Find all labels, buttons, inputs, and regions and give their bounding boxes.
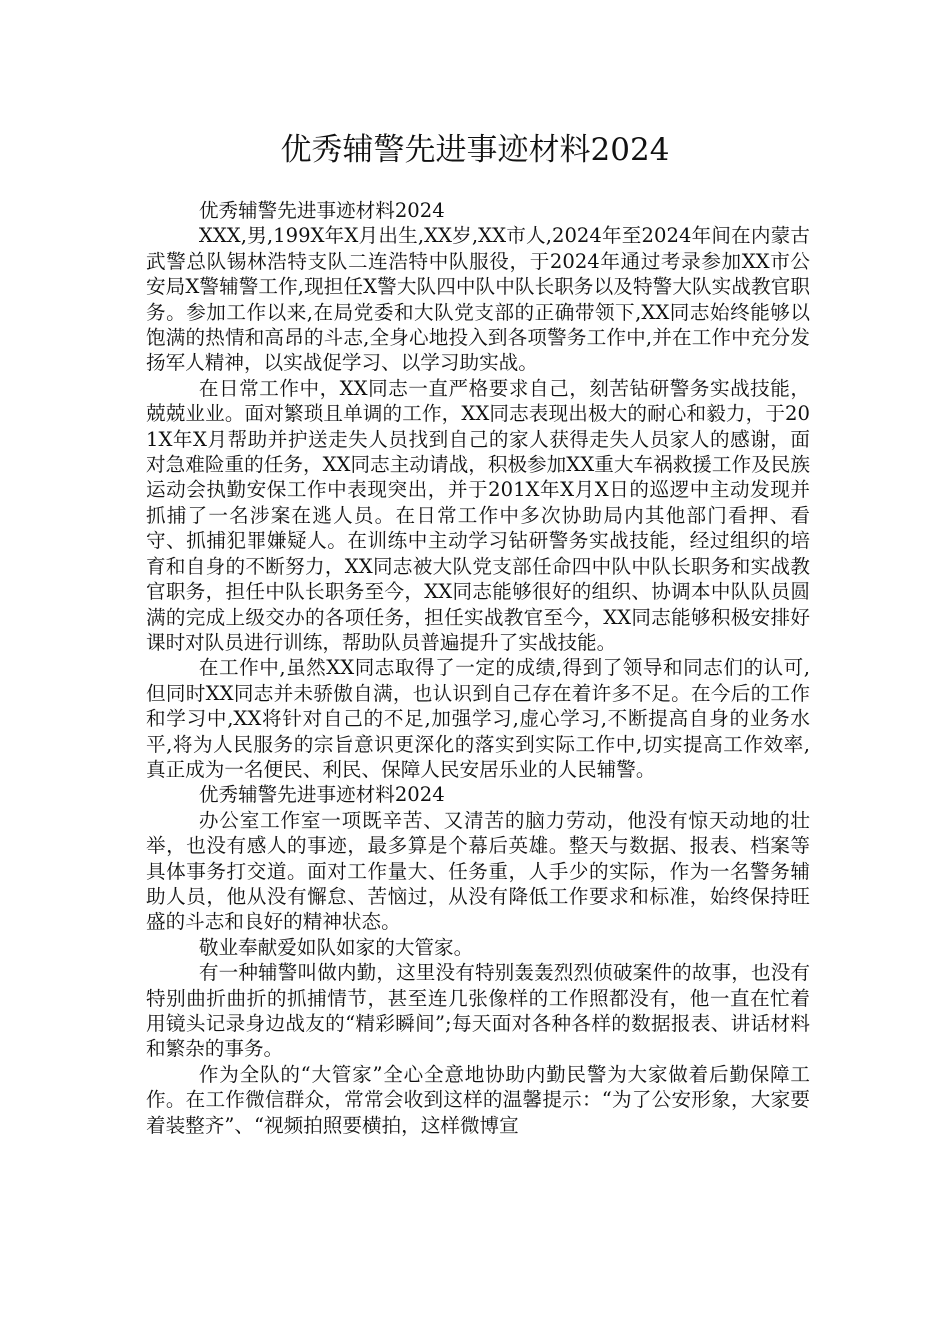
paragraph-daily-work: 在日常工作中，XX同志一直严格要求自己，刻苦钻研警务实战技能，兢兢业业。面对繁琐且单调的工作，XX同志表现出极大的耐心和毅力，于201X年X月帮助并护送走失人员找到自己的家人获得走失人员家人的感谢，面对急难险重的任务，XX同志主动请战，积极参加XX重大车祸救援工作及民族运动会执勤安保工作中表现突出，并于201X年X月X日的巡逻中主动发现并抓捕了一名涉案在逃人员。在日常工作中多次协助局内其他部门看押、看守、抓捕犯罪嫌疑人。在训练中主动学习钻研警务实战技能，经过组织的培育和自身的不断努力，XX同志被大队党支部任命四中队中队长职务和实战教官职务，担任中队长职务至今，XX同志能够很好的组织、协调本中队队员圆满的完成上级交办的各项任务，担任实战教官至今，XX同志能够积极安排好课时对队员进行训练，帮助队员普遍提升了实战技能。 <box>146 376 810 654</box>
paragraph-self-assessment: 在工作中,虽然XX同志取得了一定的成绩,得到了领导和同志们的认可,但同时XX同志并未骄傲自满，也认识到自己存在着许多不足。在今后的工作和学习中,XX将针对自己的不足,加强学习,虚心学习,不断提高自身的业务水平,将为人民服务的宗旨意识更深化的落实到实际工作中,切实提高工作效率,真正成为一名便民、利民、保障人民安居乐业的人民辅警。 <box>146 656 810 781</box>
document-body <box>146 198 810 1138</box>
paragraph-logistics: 作为全队的“大管家”全心全意地协助内勤民警为大家做着后勤保障工作。在工作微信群众，常常会收到这样的温馨提示：“为了公安形象，大家要着装整齐”、“视频拍照要横拍，这样微博宣 <box>146 1062 810 1137</box>
paragraph-subtitle-1: 优秀辅警先进事迹材料2024 <box>198 199 445 222</box>
paragraph-profile: XXX,男,199X年X月出生,XX岁,XX市人,2024年至2024年间在内蒙古武警总队锡林浩特支队二连浩特中队服役，于2024年通过考录参加XX市公安局X警辅警工作,现担任X警大队四中队中队长职务以及特警大队实战教官职务。参加工作以来,在局党委和大队党支部的正确带领下,XX同志始终能够以饱满的热情和高昂的斗志,全身心地投入到各项警务工作中,并在工作中充分发扬军人精神，以实战促学习、以学习助实战。 <box>146 224 810 375</box>
paragraph-internal-duty: 有一种辅警叫做内勤，这里没有特别轰轰烈烈侦破案件的故事，也没有特别曲折曲折的抓捕情节，甚至连几张像样的工作照都没有，他一直在忙着用镜头记录身边战友的“精彩瞬间”;每天面对各种各样的数据报表、讲话材料和繁杂的事务。 <box>146 961 810 1061</box>
paragraph-office-work: 办公室工作室一项既辛苦、又清苦的脑力劳动，他没有惊天动地的壮举，也没有感人的事迹，最多算是个幕后英雄。整天与数据、报表、档案等具体事务打交道。面对工作量大、任务重，人手少的实际，作为一名警务辅助人员，他从没有懈怠、苦恼过，从没有降低工作要求和标准，始终保持旺盛的斗志和良好的精神状态。 <box>146 808 810 934</box>
document-title: 优秀辅警先进事迹材料2024 <box>280 132 670 168</box>
paragraph-subtitle-2: 优秀辅警先进事迹材料2024 <box>198 783 445 807</box>
paragraph-section-heading: 敬业奉献爱如队如家的大管家。 <box>198 935 474 959</box>
